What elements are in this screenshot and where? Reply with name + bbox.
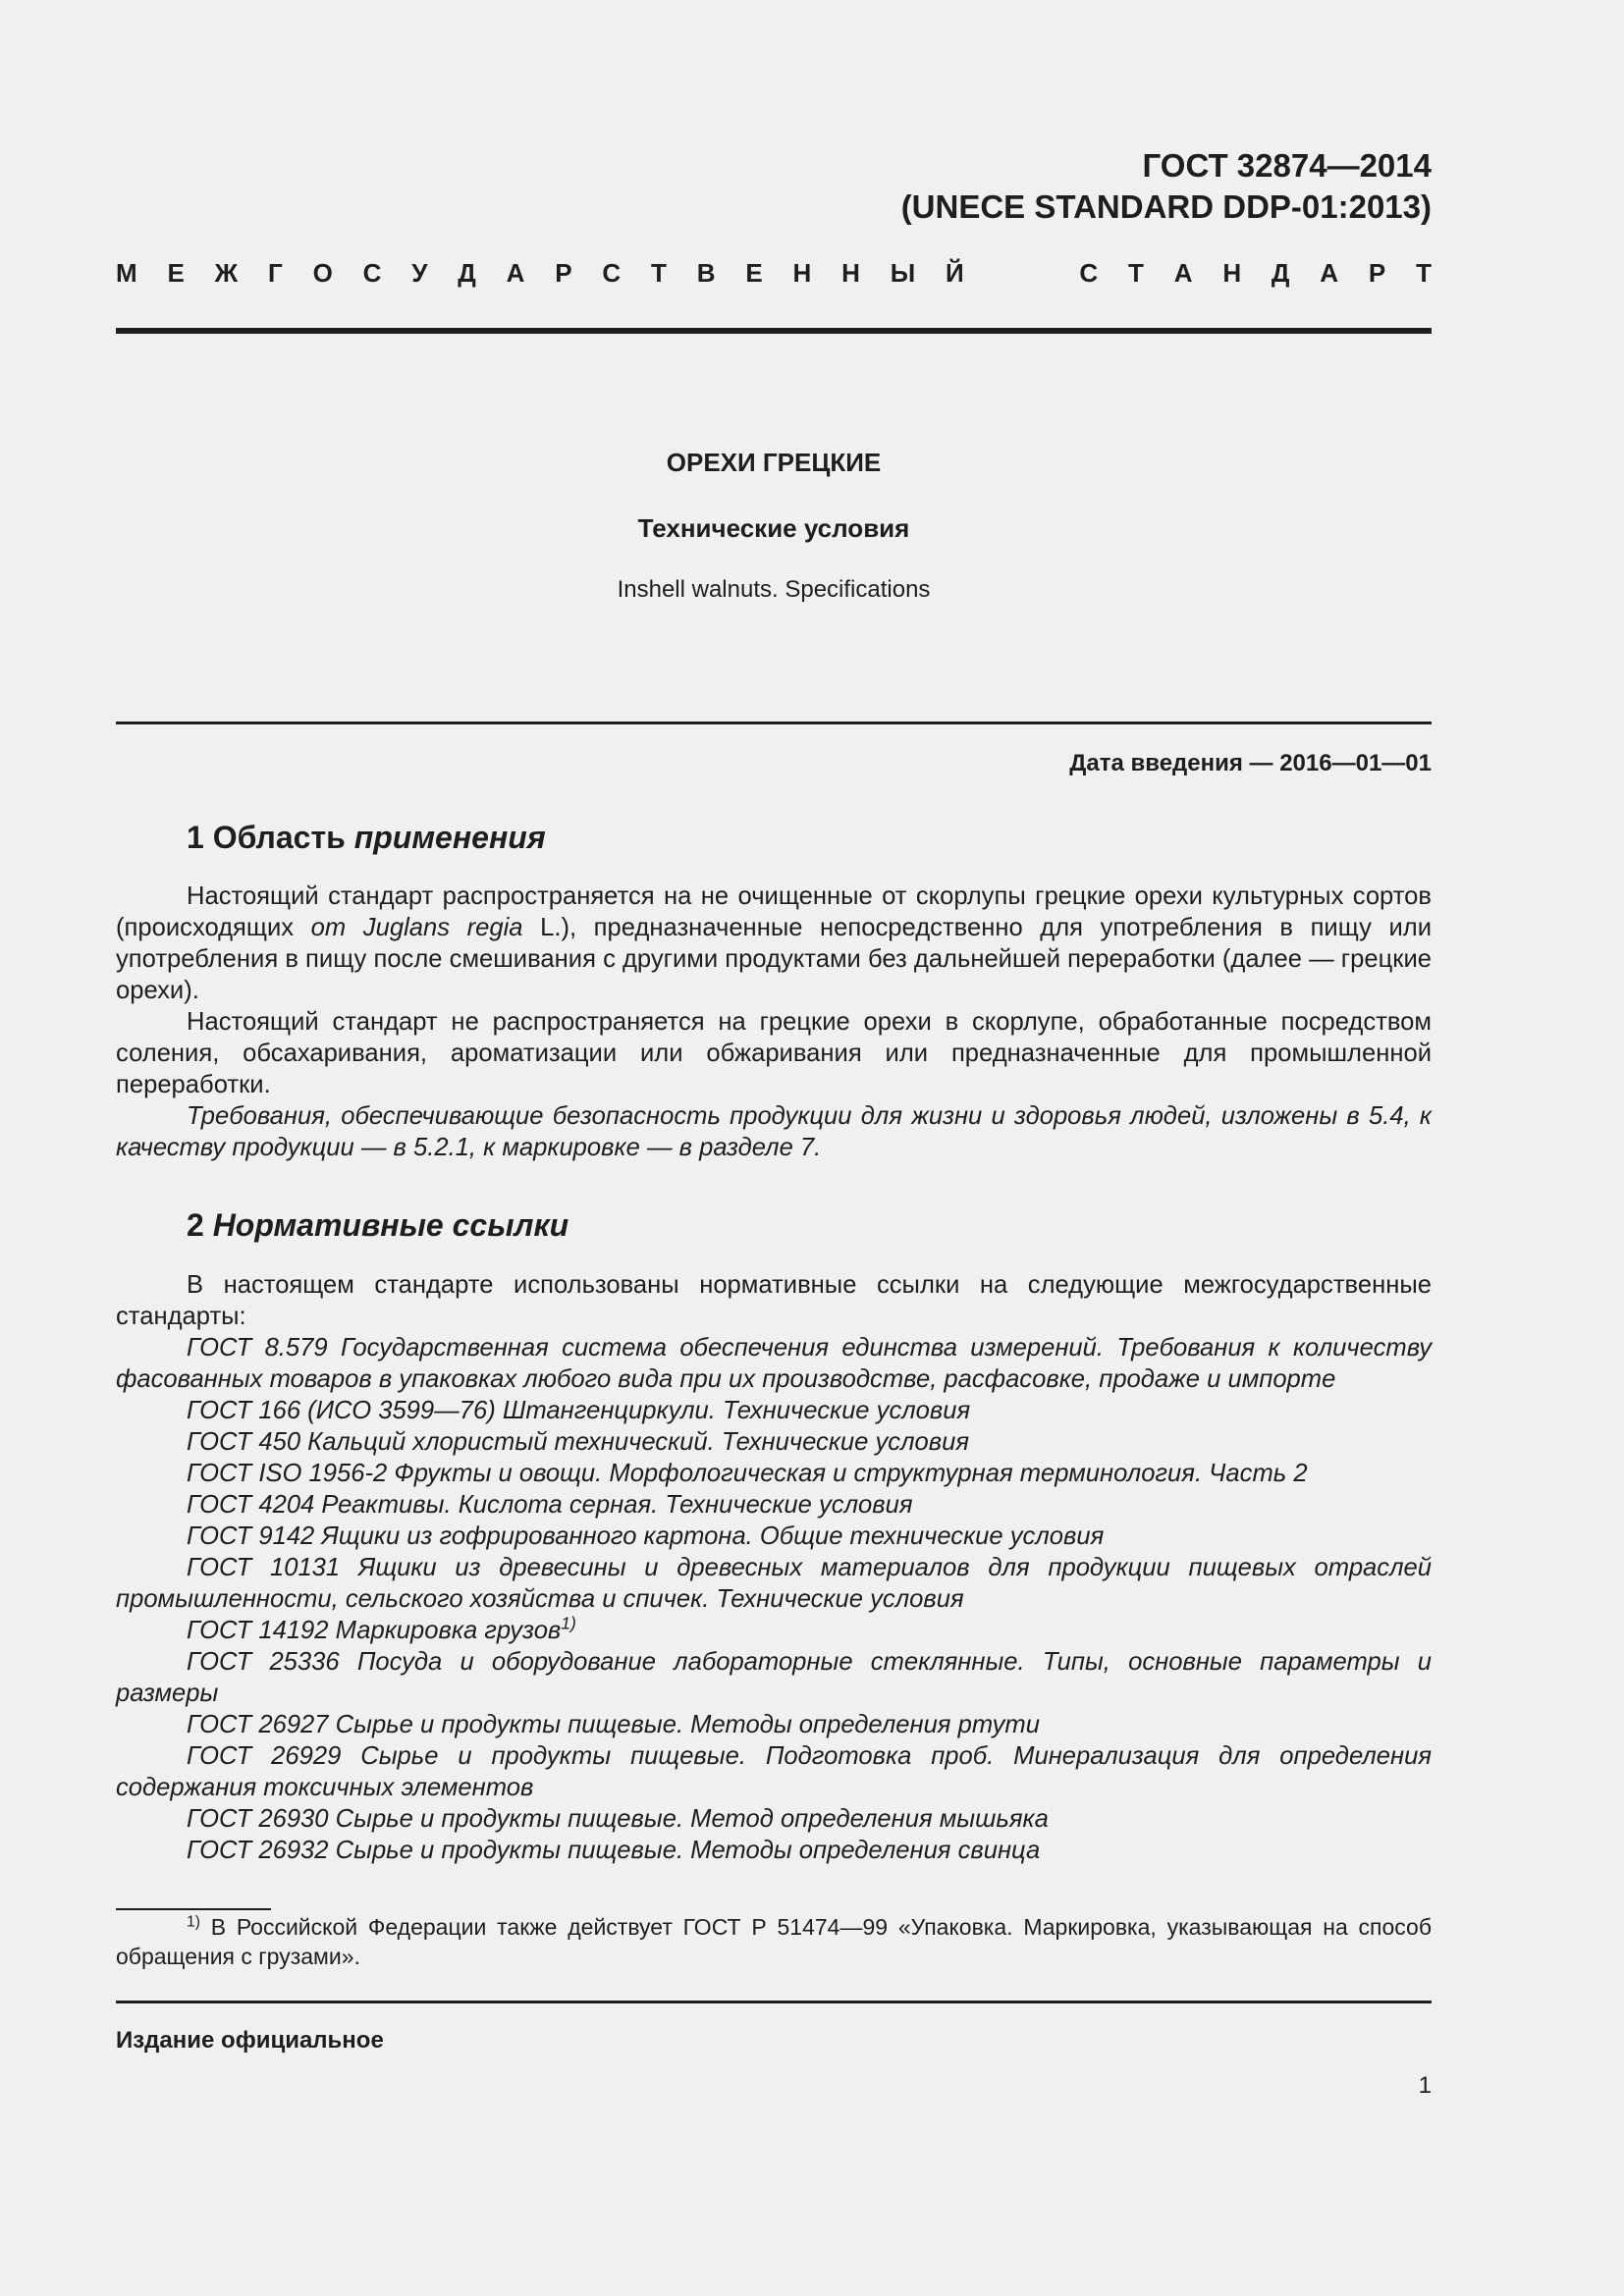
unece-standard: (UNECE STANDARD DDP-01:2013)	[900, 188, 1432, 225]
heading-letter: Г	[268, 257, 283, 288]
document-title: ОРЕХИ ГРЕЦКИЕ	[666, 448, 882, 477]
reference-item: ГОСТ 10131 Ящики из древесины и древесных материалов для продукции пищевых отраслей промышленности, сельского хозяйства и спичек. Технические условия	[116, 1554, 1432, 1613]
heading-letter: С	[1079, 257, 1099, 288]
reference-item: ГОСТ ISO 1956-2 Фрукты и овощи. Морфологическая и структурная терминология. Часть 2	[187, 1460, 1308, 1487]
reference-item: ГОСТ 166 (ИСО 3599—76) Штангенциркули. Технические условия	[187, 1397, 971, 1424]
footer-rule	[116, 2001, 1432, 2003]
intro-date: Дата введения — 2016—01—01	[1069, 750, 1432, 776]
heading-letter: У	[411, 257, 428, 288]
heading-letter: Д	[1271, 257, 1290, 288]
footnote-marker: 1)	[561, 1613, 576, 1633]
reference-item: ГОСТ 26927 Сырье и продукты пищевые. Методы определения ртути	[187, 1711, 1040, 1738]
official-edition: Издание официальное	[116, 2027, 384, 2054]
heading-letter: С	[602, 257, 622, 288]
paragraph: Настоящий стандарт не распространяется на грецкие орехи в скорлупе, обработанные посредством соления, обсахаривания, ароматизации или обжаривания или предназначенные для промышленной переработки.	[116, 1008, 1432, 1098]
heading-letter: Н	[1222, 257, 1242, 288]
header-rule	[116, 328, 1432, 334]
heading-letter: В	[696, 257, 716, 288]
reference-item: ГОСТ 4204 Реактивы. Кислота серная. Технические условия	[187, 1491, 913, 1519]
gost-number-block	[901, 145, 1432, 228]
heading-letter: А	[506, 257, 525, 288]
heading-letter: А	[1173, 257, 1193, 288]
reference-item: ГОСТ 8.579 Государственная система обеспечения единства измерений. Требования к количеству фасованных товаров в упаковках любого вида при их производстве, расфасовке, продаже и импорте	[116, 1334, 1432, 1393]
heading-letter: Н	[841, 257, 860, 288]
document-page	[116, 0, 1432, 2296]
section-2-heading: 2 Нормативные ссылки	[187, 1207, 569, 1243]
heading-letter: Д	[458, 257, 476, 288]
paragraph: В настоящем стандарте использованы нормативные ссылки на следующие межгосударственные стандарты:	[116, 1271, 1432, 1330]
paragraph: Настоящий стандарт распространяется на не очищенные от скорлупы грецкие орехи культурных сортов (происходящих от Juglans regia L.), предназначенные непосредственно для употребления в пищу или употребления в пищу после смешивания с другими продуктами без дальнейшей переработки (далее — грецкие орехи).	[116, 882, 1432, 1004]
heading-letter: М	[116, 257, 137, 288]
heading-letter: Е	[745, 257, 763, 288]
reference-item: ГОСТ 25336 Посуда и оборудование лабораторные стеклянные. Типы, основные параметры и размеры	[116, 1648, 1432, 1707]
section-1-heading: 1 Область применения	[187, 820, 546, 855]
document-subtitle: Технические условия	[637, 513, 910, 543]
reference-item: ГОСТ 26929 Сырье и продукты пищевые. Подготовка проб. Минерализация для определения содержания токсичных элементов	[116, 1742, 1432, 1801]
page-number: 1	[1418, 2072, 1432, 2099]
footnote-rule	[116, 1908, 271, 1910]
heading-letter: А	[1320, 257, 1339, 288]
heading-letter: Р	[1368, 257, 1386, 288]
heading-letter: Т	[651, 257, 667, 288]
heading-letter: Т	[1416, 257, 1432, 288]
heading-letter: Й	[946, 257, 964, 288]
heading-letter: С	[362, 257, 382, 288]
heading-letter: Р	[555, 257, 572, 288]
document-english-title: Inshell walnuts. Specifications	[617, 576, 931, 603]
heading-letter: Т	[1127, 257, 1144, 288]
reference-item: ГОСТ 450 Кальций хлористый технический. Технические условия	[187, 1428, 970, 1456]
heading-letter: Ж	[214, 257, 239, 288]
heading-letter: Е	[167, 257, 185, 288]
title-rule	[116, 721, 1432, 724]
footnote: $^{1)}$ В Российской Федерации также действует ГОСТ Р 51474—99 «Упаковка. Маркировка, указывающая на способ обращения с грузами».	[116, 1913, 1432, 1969]
reference-item: ГОСТ 9142 Ящики из гофрированного картона. Общие технические условия	[187, 1522, 1105, 1550]
reference-item: ГОСТ 26932 Сырье и продукты пищевые. Методы определения свинца	[187, 1837, 1041, 1864]
reference-item: ГОСТ 26930 Сырье и продукты пищевые. Метод определения мышьяка	[187, 1805, 1049, 1833]
gost-number: ГОСТ 32874—2014	[1142, 147, 1432, 184]
interstate-standard-heading	[116, 253, 1432, 293]
section-2-body	[116, 1269, 1432, 1866]
heading-letter: О	[312, 257, 333, 288]
heading-letter: Н	[792, 257, 812, 288]
section-1-body	[116, 881, 1432, 1163]
reference-item: ГОСТ 14192 Маркировка грузов$^{1)}$	[187, 1613, 576, 1644]
heading-letter: Ы	[890, 257, 916, 288]
references-list	[116, 1332, 1432, 1866]
paragraph: Требования, обеспечивающие безопасность продукции для жизни и здоровья людей, изложены в 5.4, к качеству продукции — в 5.2.1, к маркировке — в разделе 7.	[116, 1102, 1432, 1161]
